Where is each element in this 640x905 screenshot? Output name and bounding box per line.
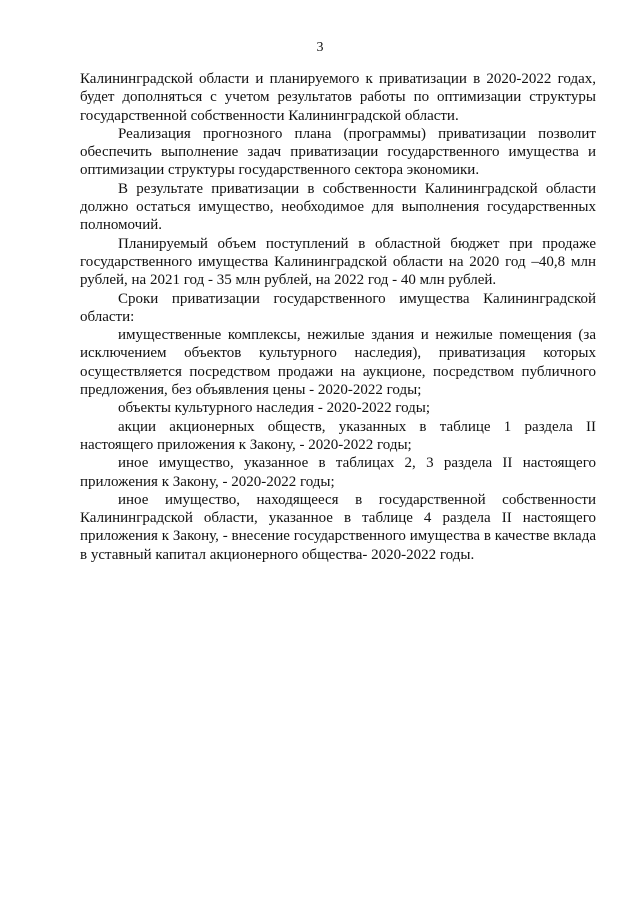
page-number: 3 bbox=[316, 40, 324, 55]
list-item-other-property-table-4: иное имущество, находящееся в государственной собственности Калининградской области, указанное в таблице 4 раздела II настоящего приложения к Закону, - внесение государственного имущества в качестве вклада в уставный капитал акционерного общества- 2020-2022 годы. bbox=[80, 491, 596, 563]
paragraph-budget-revenue: Планируемый объем поступлений в областной бюджет при продаже государственного имущества Калининградской области на 2020 год –40,8 млн рублей, на 2021 год - 35 млн рублей, на 2022 год - 40 млн рублей. bbox=[80, 235, 596, 289]
paragraph-remaining-property: В результате приватизации в собственности Калининградской области должно остаться имущество, необходимое для выполнения государственных полномочий. bbox=[80, 180, 596, 234]
paragraph-privatization-terms: Сроки приватизации государственного имущества Калининградской области: bbox=[80, 290, 596, 325]
paragraph-continuation: Калининградской области и планируемого к приватизации в 2020-2022 годах, будет дополняться с учетом результатов работы по оптимизации структуры государственной собственности Калининградской области. bbox=[80, 71, 596, 124]
list-item-other-property-tables-2-3: иное имущество, указанное в таблицах 2, 3 раздела II настоящего приложения к Закону, - 2020-2022 годы; bbox=[80, 455, 596, 490]
paragraph-plan-implementation: Реализация прогнозного плана (программы) приватизации позволит обеспечить выполнение задач приватизации государственного имущества и оптимизации структуры государственного сектора экономики. bbox=[80, 125, 596, 179]
list-item-shares: акции акционерных обществ, указанных в таблице 1 раздела II настоящего приложения к Закону, - 2020-2022 годы; bbox=[80, 418, 596, 453]
document-body bbox=[80, 70, 596, 564]
list-item-cultural-heritage: объекты культурного наследия - 2020-2022 годы; bbox=[118, 400, 431, 417]
list-item-property-complexes: имущественные комплексы, нежилые здания и нежилые помещения (за исключением объектов культурного наследия), приватизация которых осуществляется посредством продажи на аукционе, посредством публичного предложения, без объявления цены - 2020-2022 годы; bbox=[80, 327, 596, 399]
